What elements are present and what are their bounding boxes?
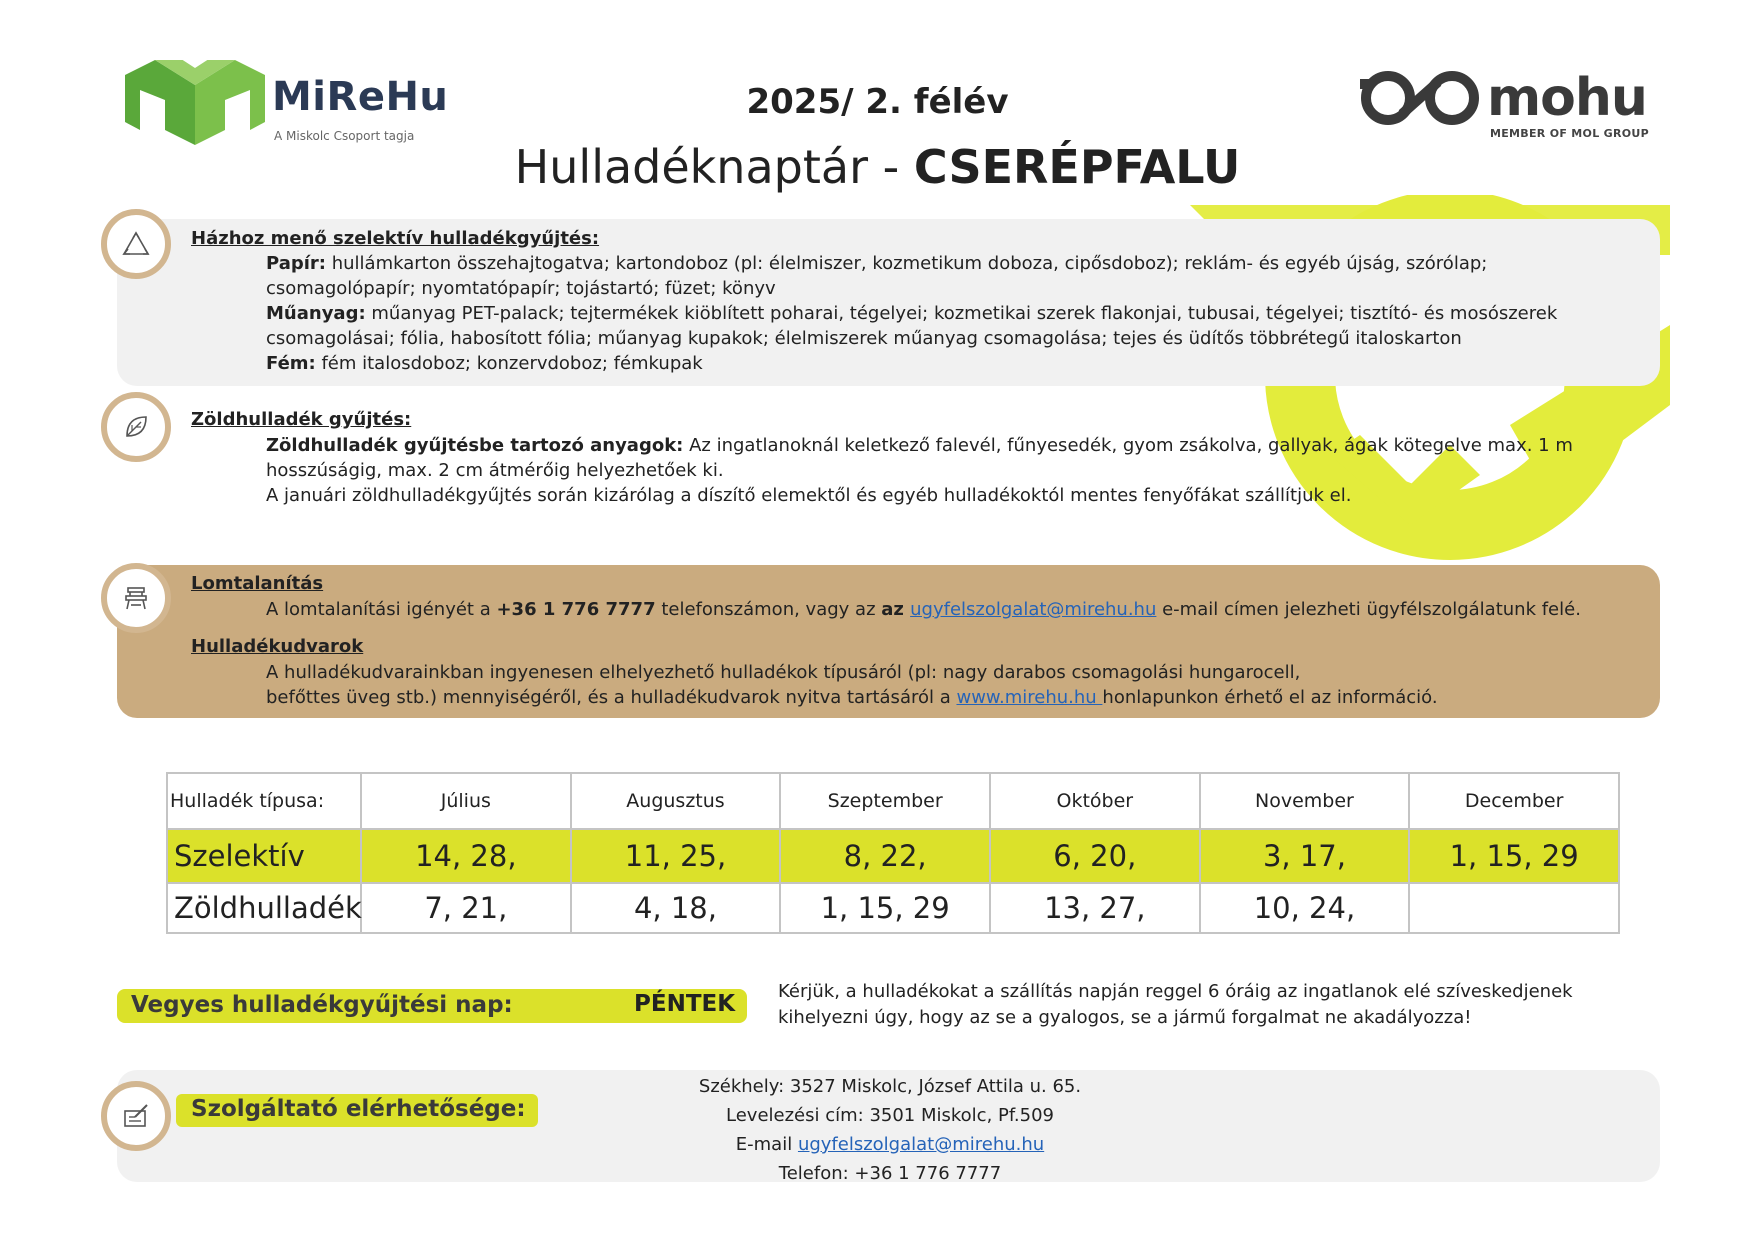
- table-cell: 1, 15, 29: [780, 883, 990, 933]
- green-materials-line-2: hosszúságig, max. 2 cm átmérőig helyezhetőek ki.: [266, 460, 724, 481]
- contact-hq: Székhely: 3527 Miskolc, József Attila u. 65.: [698, 1076, 1082, 1097]
- contact-label: Szolgáltató elérhetősége:: [191, 1096, 526, 1122]
- page-title: [0, 140, 1755, 194]
- bulky-icon-badge: [101, 563, 171, 633]
- table-header-month: Október: [990, 773, 1200, 829]
- table-cell: 14, 28,: [361, 829, 571, 883]
- table-header-month: Augusztus: [571, 773, 781, 829]
- paper-label: Papír:: [266, 253, 326, 274]
- notice-line-2: kihelyezni úgy, hogy az se a gyalogos, se a jármű forgalmat ne akadályozza!: [778, 1007, 1472, 1028]
- metal-text: fém italosdoboz; konzervdoboz; fémkupak: [315, 353, 703, 374]
- table-header-row: [167, 773, 1619, 829]
- contact-email-link[interactable]: ugyfelszolgalat@mirehu.hu: [797, 1134, 1045, 1155]
- paper-text-1: hullámkarton összehajtogatva; kartondoboz (pl: élelmiszer, kozmetikum doboza, cipősdoboz); reklám- és egyéb újság, szórólap;: [326, 253, 1488, 274]
- green-materials-label: Zöldhulladék gyűjtésbe tartozó anyagok:: [266, 435, 684, 456]
- bulky-phone: +36 1 776 7777: [496, 599, 656, 620]
- table-cell: 10, 24,: [1200, 883, 1410, 933]
- mirehu-tagline: A Miskolc Csoport tagja: [274, 129, 415, 143]
- bulky-text-az: az: [881, 599, 911, 620]
- mixed-waste-day: PÉNTEK: [634, 991, 736, 1017]
- table-header-month: December: [1409, 773, 1619, 829]
- bulky-text-2: telefonszámon, vagy az: [655, 599, 882, 620]
- recycle-icon: [121, 229, 151, 259]
- selective-plastic-line-2: csomagolásai; fólia, habosított fólia; műanyag kupakok; élelmiszerek műanyag csomagolása; tejes és üdítős többrétegű italoskarton: [266, 328, 1462, 349]
- plastic-label: Műanyag:: [266, 303, 366, 324]
- table-header-month: Szeptember: [780, 773, 990, 829]
- mixed-waste-label: Vegyes hulladékgyűjtési nap:: [131, 992, 513, 1018]
- contact-icon-badge: [101, 1081, 171, 1151]
- selective-plastic-line-1: [266, 301, 1557, 326]
- table-cell: 13, 27,: [990, 883, 1200, 933]
- table-cell: 8, 22,: [780, 829, 990, 883]
- collection-calendar-table: [166, 772, 1620, 934]
- table-cell: 4, 18,: [571, 883, 781, 933]
- table-header-type: Hulladék típusa:: [167, 773, 361, 829]
- leaf-icon: [121, 412, 151, 442]
- plastic-text-1: műanyag PET-palack; tejtermékek kiöblített poharai, tégelyei; kozmetikai szerek flakonjai, tubusai, tégelyei; tisztító- és mosószerek: [365, 303, 1558, 324]
- furniture-icon: [121, 583, 151, 613]
- selective-paper-line-1: [266, 251, 1487, 276]
- contact-details: [640, 1072, 1140, 1188]
- title-city: CSERÉPFALU: [913, 140, 1241, 194]
- bulky-text-3: e-mail címen jelezheti ügyfélszolgálatunk felé.: [1156, 599, 1581, 620]
- row-label: Szelektív: [167, 829, 361, 883]
- mohu-tagline: MEMBER OF MOL GROUP: [1490, 127, 1649, 140]
- yards-website-link[interactable]: www.mirehu.hu: [956, 687, 1103, 708]
- mohu-brand-name: mohu: [1487, 68, 1647, 128]
- yards-line-2: [266, 685, 1438, 710]
- table-cell: 3, 17,: [1200, 829, 1410, 883]
- table-cell: 1, 15, 29: [1409, 829, 1619, 883]
- selective-title: Házhoz menő szelektív hulladékgyűjtés:: [191, 228, 600, 249]
- contact-email-label: E-mail: [735, 1134, 798, 1155]
- yards-text-3: honlapunkon érhető el az információ.: [1102, 687, 1438, 708]
- notice-line-1: Kérjük, a hulladékokat a szállítás napján reggel 6 óráig az ingatlanok elé szíveskedjenek: [778, 981, 1573, 1002]
- row-label: Zöldhulladék: [167, 883, 361, 933]
- green-materials-text-1: Az ingatlanoknál keletkező falevél, fűnyesedék, gyom zsákolva, gallyak, ágak kötegelve max. 1 m: [683, 435, 1573, 456]
- yards-line-1: A hulladékudvarainkban ingyenesen elhelyezhető hulladékok típusáról (pl: nagy darabos csomagolási hungarocell,: [266, 662, 1301, 683]
- selective-metal-line: [266, 351, 703, 376]
- metal-label: Fém:: [266, 353, 316, 374]
- bulky-title: Lomtalanítás: [191, 573, 324, 594]
- table-header-month: Július: [361, 773, 571, 829]
- yards-title: Hulladékudvarok: [191, 636, 364, 657]
- table-cell: 6, 20,: [990, 829, 1200, 883]
- contact-email-line: [640, 1130, 1140, 1159]
- bulky-text: [266, 597, 1581, 622]
- semester-heading: 2025/ 2. félév: [746, 82, 1009, 122]
- table-cell: [1409, 883, 1619, 933]
- title-prefix: Hulladéknaptár -: [514, 140, 914, 194]
- green-title: Zöldhulladék gyűjtés:: [191, 409, 412, 430]
- table-cell: 7, 21,: [361, 883, 571, 933]
- bulky-email-link[interactable]: ugyfelszolgalat@mirehu.hu: [910, 599, 1157, 620]
- mirehu-brand-name: MiReHu: [272, 74, 449, 120]
- green-january-line: A januári zöldhulladékgyűjtés során kizárólag a díszítő elemektől és egyéb hulladékoktól mentes fenyőfákat szállítjuk el.: [266, 485, 1352, 506]
- table-row-selective: [167, 829, 1619, 883]
- table-row-green: [167, 883, 1619, 933]
- contact-form-icon: [121, 1101, 151, 1131]
- contact-postal: Levelezési cím: 3501 Miskolc, Pf.509: [726, 1105, 1054, 1126]
- selective-paper-line-2: csomagolópapír; nyomtatópapír; tojástartó; füzet; könyv: [266, 278, 776, 299]
- table-header-month: November: [1200, 773, 1410, 829]
- table-cell: 11, 25,: [571, 829, 781, 883]
- contact-phone: Telefon: +36 1 776 7777: [778, 1163, 1002, 1184]
- selective-icon-badge: [101, 209, 171, 279]
- bulky-text-1: A lomtalanítási igényét a: [266, 599, 497, 620]
- placement-notice: [778, 979, 1638, 1031]
- green-icon-badge: [101, 392, 171, 462]
- yards-text-2: befőttes üveg stb.) mennyiségéről, és a hulladékudvarok nyitva tartásáról a: [266, 687, 957, 708]
- green-materials-line-1: [266, 433, 1573, 458]
